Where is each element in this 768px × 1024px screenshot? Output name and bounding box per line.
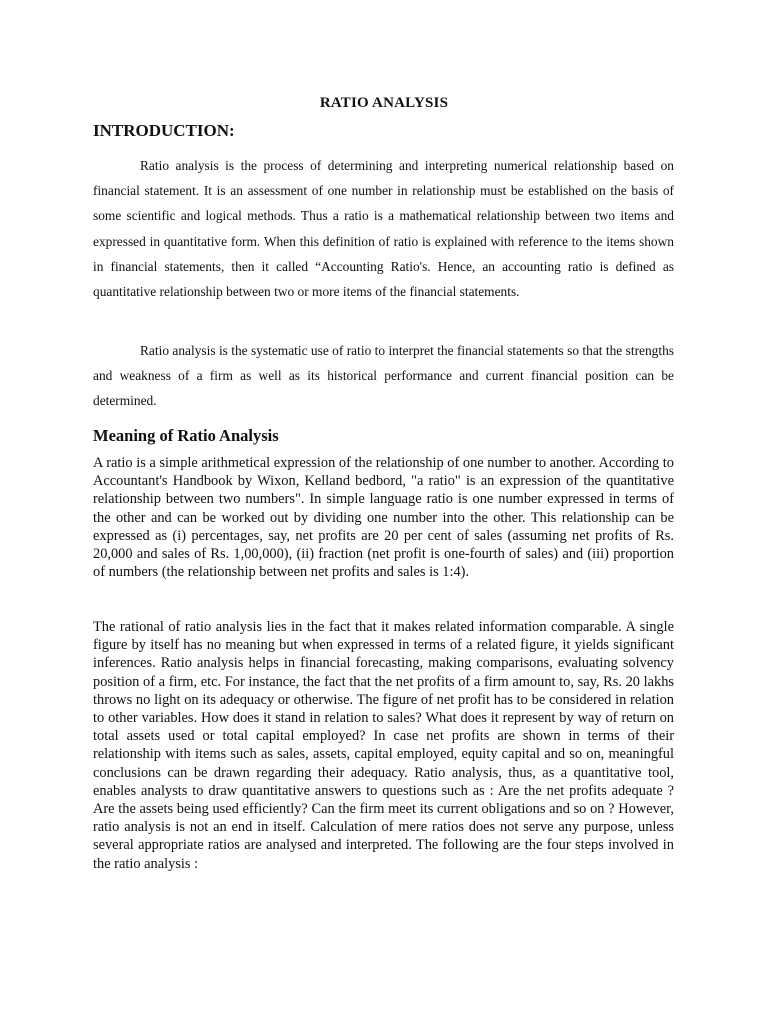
document-title: RATIO ANALYSIS xyxy=(319,95,449,111)
meaning-paragraph-1: A ratio is a simple arithmetical expression of the relationship of one number to another. According to Accountant's Handbook by Wixon, Kelland bedbord, "a ratio" is an expression of the quantitative relationship between two numbers". In simple language ratio is one number expressed in terms of the other and can be worked out by dividing one number into the other. This relationship can be expressed as (i) percentages, say, net profits are 20 per cent of sales (assuming net profits of Rs. 20,000 and sales of Rs. 1,00,000), (ii) fraction (net profit is one-fourth of sales) and (iii) proportion of numbers (the relationship between net profits and sales is 1:4). xyxy=(93,455,674,581)
intro-paragraph-2: Ratio analysis is the systematic use of ratio to interpret the financial statements so that the strengths and weakness of a firm as well as its historical performance and current financial position can be determined. xyxy=(93,343,674,409)
meaning-heading: Meaning of Ratio Analysis xyxy=(93,426,279,445)
intro-paragraph-1: Ratio analysis is the process of determining and interpreting numerical relationship based on financial statement. It is an assessment of one number in relationship must be established on the basis of some scientific and logical methods. Thus a ratio is a mathematical relationship between two items and expressed in quantitative form. When this definition of ratio is explained with reference to the items shown in financial statements, then it called “Accounting Ratio's. Hence, an accounting ratio is defined as quantitative relationship between two or more items of the financial statements. xyxy=(93,158,674,300)
introduction-heading: INTRODUCTION: xyxy=(93,121,235,140)
meaning-paragraph-2: The rational of ratio analysis lies in the fact that it makes related information comparable. A single figure by itself has no meaning but when expressed in terms of a related figure, it yields significant inferences. Ratio analysis helps in financial forecasting, making comparisons, evaluating solvency position of a firm, etc. For instance, the fact that the net profits of a firm amount to, say, Rs. 20 lakhs throws no light on its adequacy or otherwise. The figure of net profit has to be considered in relation to other variables. How does it stand in relation to sales? What does it represent by way of return on total assets used or total capital employed? In case net profits are shown in terms of their relationship with items such as sales, assets, capital employed, equity capital and so on, meaningful conclusions can be drawn regarding their adequacy. Ratio analysis, thus, as a quantitative tool, enables analysts to draw quantitative answers to questions such as : Are the net profits adequate ? Are the assets being used efficiently? Can the firm meet its current obligations and so on ? However, ratio analysis is not an end in itself. Calculation of mere ratios does not serve any purpose, unless several appropriate ratios are analysed and interpreted. The following are the four steps involved in the ratio analysis : xyxy=(93,619,674,872)
